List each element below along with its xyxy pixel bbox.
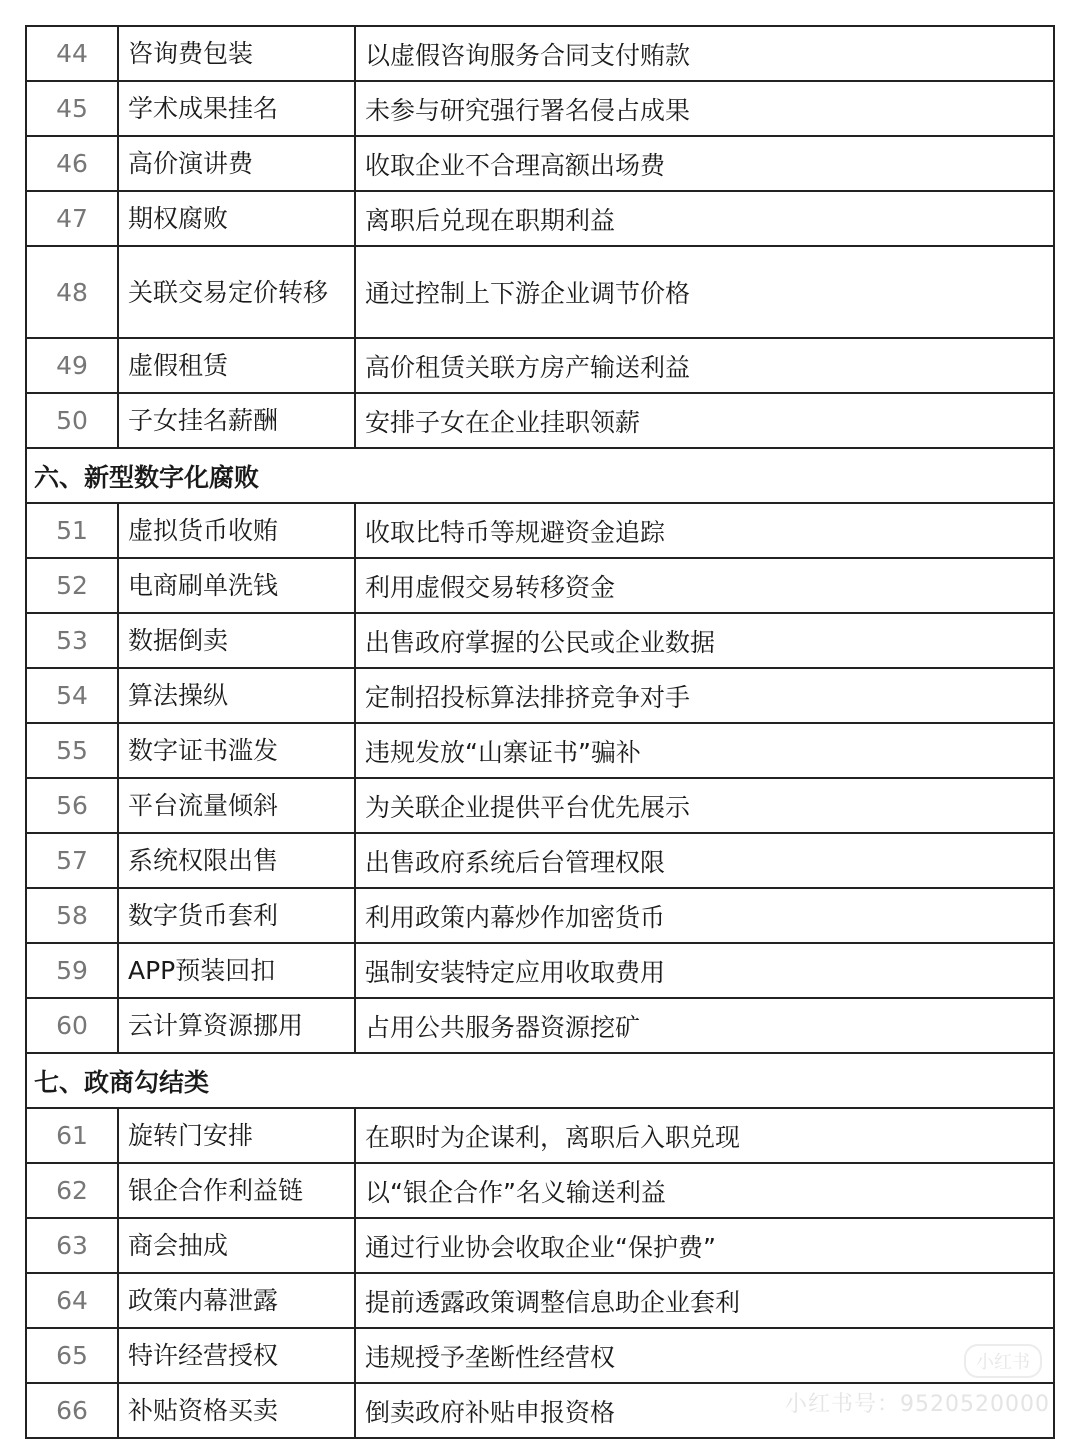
row-name: 银企合作利益链 — [118, 1163, 355, 1218]
row-name: 子女挂名薪酬 — [118, 393, 355, 448]
row-name: 电商刷单洗钱 — [118, 558, 355, 613]
row-description: 收取企业不合理高额出场费 — [355, 136, 1054, 191]
table-row — [26, 833, 1054, 888]
row-number: 53 — [26, 613, 118, 668]
row-name: 数字货币套利 — [118, 888, 355, 943]
row-description: 通过控制上下游企业调节价格 — [355, 246, 1054, 338]
row-description: 利用政策内幕炒作加密货币 — [355, 888, 1054, 943]
table-row — [26, 81, 1054, 136]
row-description: 强制安装特定应用收取费用 — [355, 943, 1054, 998]
row-number: 56 — [26, 778, 118, 833]
row-name: 虚拟货币收贿 — [118, 503, 355, 558]
table-row — [26, 136, 1054, 191]
table-row — [26, 723, 1054, 778]
row-number: 48 — [26, 246, 118, 338]
row-description: 以虚假咨询服务合同支付贿款 — [355, 26, 1054, 81]
table-row — [26, 1108, 1054, 1163]
watermark-id: 小红书号：9520520000 — [785, 1392, 1050, 1417]
row-name: 特许经营授权 — [118, 1328, 355, 1383]
row-number: 50 — [26, 393, 118, 448]
row-number: 55 — [26, 723, 118, 778]
row-description: 出售政府系统后台管理权限 — [355, 833, 1054, 888]
row-name: 咨询费包装 — [118, 26, 355, 81]
row-description: 为关联企业提供平台优先展示 — [355, 778, 1054, 833]
table-row — [26, 246, 1054, 338]
row-number: 44 — [26, 26, 118, 81]
row-description: 定制招投标算法排挤竞争对手 — [355, 668, 1054, 723]
table-row — [26, 668, 1054, 723]
row-description: 提前透露政策调整信息助企业套利 — [355, 1273, 1054, 1328]
row-name: 学术成果挂名 — [118, 81, 355, 136]
row-description: 安排子女在企业挂职领薪 — [355, 393, 1054, 448]
row-number: 51 — [26, 503, 118, 558]
row-description: 高价租赁关联方房产输送利益 — [355, 338, 1054, 393]
row-name: 关联交易定价转移 — [118, 246, 355, 338]
row-description: 在职时为企谋利，离职后入职兑现 — [355, 1108, 1054, 1163]
row-description: 通过行业协会收取企业“保护费” — [355, 1218, 1054, 1273]
corruption-table — [25, 25, 1055, 1439]
table-row — [26, 888, 1054, 943]
row-name: 补贴资格买卖 — [118, 1383, 355, 1438]
section-title: 六、新型数字化腐败 — [26, 448, 1054, 503]
row-description: 违规授予垄断性经营权 — [355, 1328, 1054, 1383]
row-number: 65 — [26, 1328, 118, 1383]
row-name: 数字证书滥发 — [118, 723, 355, 778]
row-description: 收取比特币等规避资金追踪 — [355, 503, 1054, 558]
row-name: 平台流量倾斜 — [118, 778, 355, 833]
table-row — [26, 503, 1054, 558]
table-row — [26, 1163, 1054, 1218]
row-number: 52 — [26, 558, 118, 613]
row-name: 系统权限出售 — [118, 833, 355, 888]
row-number: 60 — [26, 998, 118, 1053]
table-row — [26, 338, 1054, 393]
table-row — [26, 613, 1054, 668]
row-number: 64 — [26, 1273, 118, 1328]
row-name: 商会抽成 — [118, 1218, 355, 1273]
row-description: 利用虚假交易转移资金 — [355, 558, 1054, 613]
table-row — [26, 393, 1054, 448]
row-number: 61 — [26, 1108, 118, 1163]
row-description: 出售政府掌握的公民或企业数据 — [355, 613, 1054, 668]
row-number: 49 — [26, 338, 118, 393]
row-name: 虚假租赁 — [118, 338, 355, 393]
table-row — [26, 191, 1054, 246]
table-row — [26, 1273, 1054, 1328]
row-description: 未参与研究强行署名侵占成果 — [355, 81, 1054, 136]
table-row — [26, 558, 1054, 613]
row-name: APP预装回扣 — [118, 943, 355, 998]
section-header-row — [26, 1053, 1054, 1108]
row-description: 违规发放“山寨证书”骗补 — [355, 723, 1054, 778]
row-description: 倒卖政府补贴申报资格 — [355, 1383, 1054, 1438]
table-row — [26, 26, 1054, 81]
row-number: 59 — [26, 943, 118, 998]
row-name: 高价演讲费 — [118, 136, 355, 191]
section-title: 七、政商勾结类 — [26, 1053, 1054, 1108]
table-row — [26, 778, 1054, 833]
row-name: 数据倒卖 — [118, 613, 355, 668]
row-number: 57 — [26, 833, 118, 888]
row-name: 云计算资源挪用 — [118, 998, 355, 1053]
table-row — [26, 1328, 1054, 1383]
row-description: 以“银企合作”名义输送利益 — [355, 1163, 1054, 1218]
table-row — [26, 998, 1054, 1053]
row-number: 45 — [26, 81, 118, 136]
row-description: 离职后兑现在职期利益 — [355, 191, 1054, 246]
row-name: 期权腐败 — [118, 191, 355, 246]
row-number: 58 — [26, 888, 118, 943]
row-name: 政策内幕泄露 — [118, 1273, 355, 1328]
row-description: 占用公共服务器资源挖矿 — [355, 998, 1054, 1053]
row-number: 47 — [26, 191, 118, 246]
watermark-logo: 小红书 — [964, 1344, 1042, 1378]
row-number: 63 — [26, 1218, 118, 1273]
row-number: 66 — [26, 1383, 118, 1438]
table-row — [26, 943, 1054, 998]
row-number: 54 — [26, 668, 118, 723]
row-number: 46 — [26, 136, 118, 191]
row-number: 62 — [26, 1163, 118, 1218]
table-row — [26, 1218, 1054, 1273]
row-name: 旋转门安排 — [118, 1108, 355, 1163]
row-name: 算法操纵 — [118, 668, 355, 723]
section-header-row — [26, 448, 1054, 503]
